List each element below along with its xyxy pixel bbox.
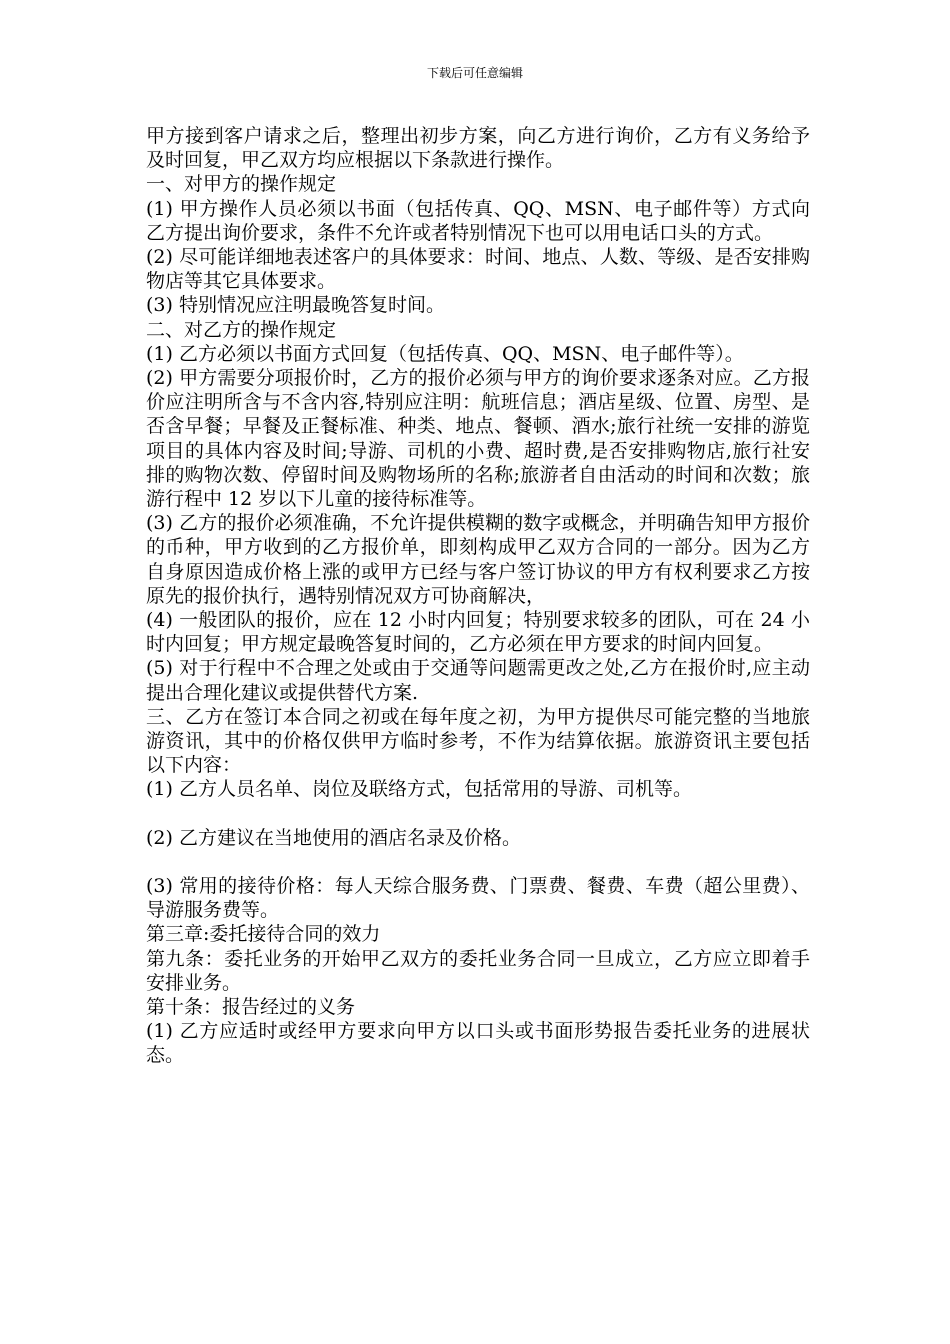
paragraph: 第九条：委托业务的开始甲乙双方的委托业务合同一旦成立，乙方应立即着手安排业务。 [146,947,810,994]
paragraph: 甲方接到客户请求之后，整理出初步方案，向乙方进行询价，乙方有义务给予及时回复，甲乙双方均应根据以下条款进行操作。 [146,125,810,172]
paragraph: (3) 乙方的报价必须准确，不允许提供模糊的数字或概念，并明确告知甲方报价的币种，甲方收到的乙方报价单，即刻构成甲乙双方合同的一部分。因为乙方自身原因造成价格上涨的或甲方已经与客户签订协议的甲方有权利要求乙方按原先的报价执行，遇特别情况双方可协商解决， [146,512,810,607]
document-body [146,124,810,1068]
paragraph: (5) 对于行程中不合理之处或由于交通等问题需更改之处,乙方在报价时,应主动提出合理化建议或提供替代方案. [146,657,810,704]
paragraph: (1) 乙方应适时或经甲方要求向甲方以口头或书面形势报告委托业务的进展状态。 [146,1020,810,1067]
section-heading: 一、对甲方的操作规定 [146,173,337,196]
paragraph: (1) 乙方必须以书面方式回复（包括传真、QQ、MSN、电子邮件等）。 [146,342,744,365]
paragraph: (1) 乙方人员名单、岗位及联络方式，包括常用的导游、司机等。 [146,778,692,801]
section-heading: 三、乙方在签订本合同之初或在每年度之初，为甲方提供尽可能完整的当地旅游资讯，其中的价格仅供甲方临时参考，不作为结算依据。旅游资讯主要包括以下内容： [146,705,810,777]
chapter-heading: 第三章:委托接待合同的效力 [146,923,381,946]
paragraph: (3) 常用的接待价格：每人天综合服务费、门票费、餐费、车费（超公里费）、导游服务费等。 [146,874,810,922]
paragraph: (2) 乙方建议在当地使用的酒店名录及价格。 [146,826,521,849]
paragraph: (4) 一般团队的报价，应在 12 小时内回复；特别要求较多的团队，可在 24 小时内回复；甲方规定最晚答复时间的，乙方必须在甲方要求的时间内回复。 [146,609,810,656]
article-heading: 第十条：报告经过的义务 [146,995,356,1018]
paragraph: (2) 尽可能详细地表述客户的具体要求：时间、地点、人数、等级、是否安排购物店等其它具体要求。 [146,246,810,293]
paragraph: (3) 特别情况应注明最晚答复时间。 [146,294,445,317]
paragraph: (2) 甲方需要分项报价时，乙方的报价必须与甲方的询价要求逐条对应。乙方报价应注明所含与不含内容,特别应注明：航班信息；酒店星级、位置、房型、是否含早餐；早餐及正餐标准、种类、地点、餐顿、酒水;旅行社统一安排的游览项目的具体内容及时间;导游、司机的小费、超时费,是否安排购物店,旅行社安排的购物次数、停留时间及购物场所的名称;旅游者自由活动的时间和次数；旅游行程中 12 岁以下儿童的接待标准等。 [146,367,810,511]
paragraph: (1) 甲方操作人员必须以书面（包括传真、QQ、MSN、电子邮件等）方式向乙方提出询价要求，条件不允许或者特别情况下也可以用电话口头的方式。 [146,197,810,244]
page-header: 下载后可任意编辑 [426,66,523,80]
section-heading: 二、对乙方的操作规定 [146,318,337,341]
